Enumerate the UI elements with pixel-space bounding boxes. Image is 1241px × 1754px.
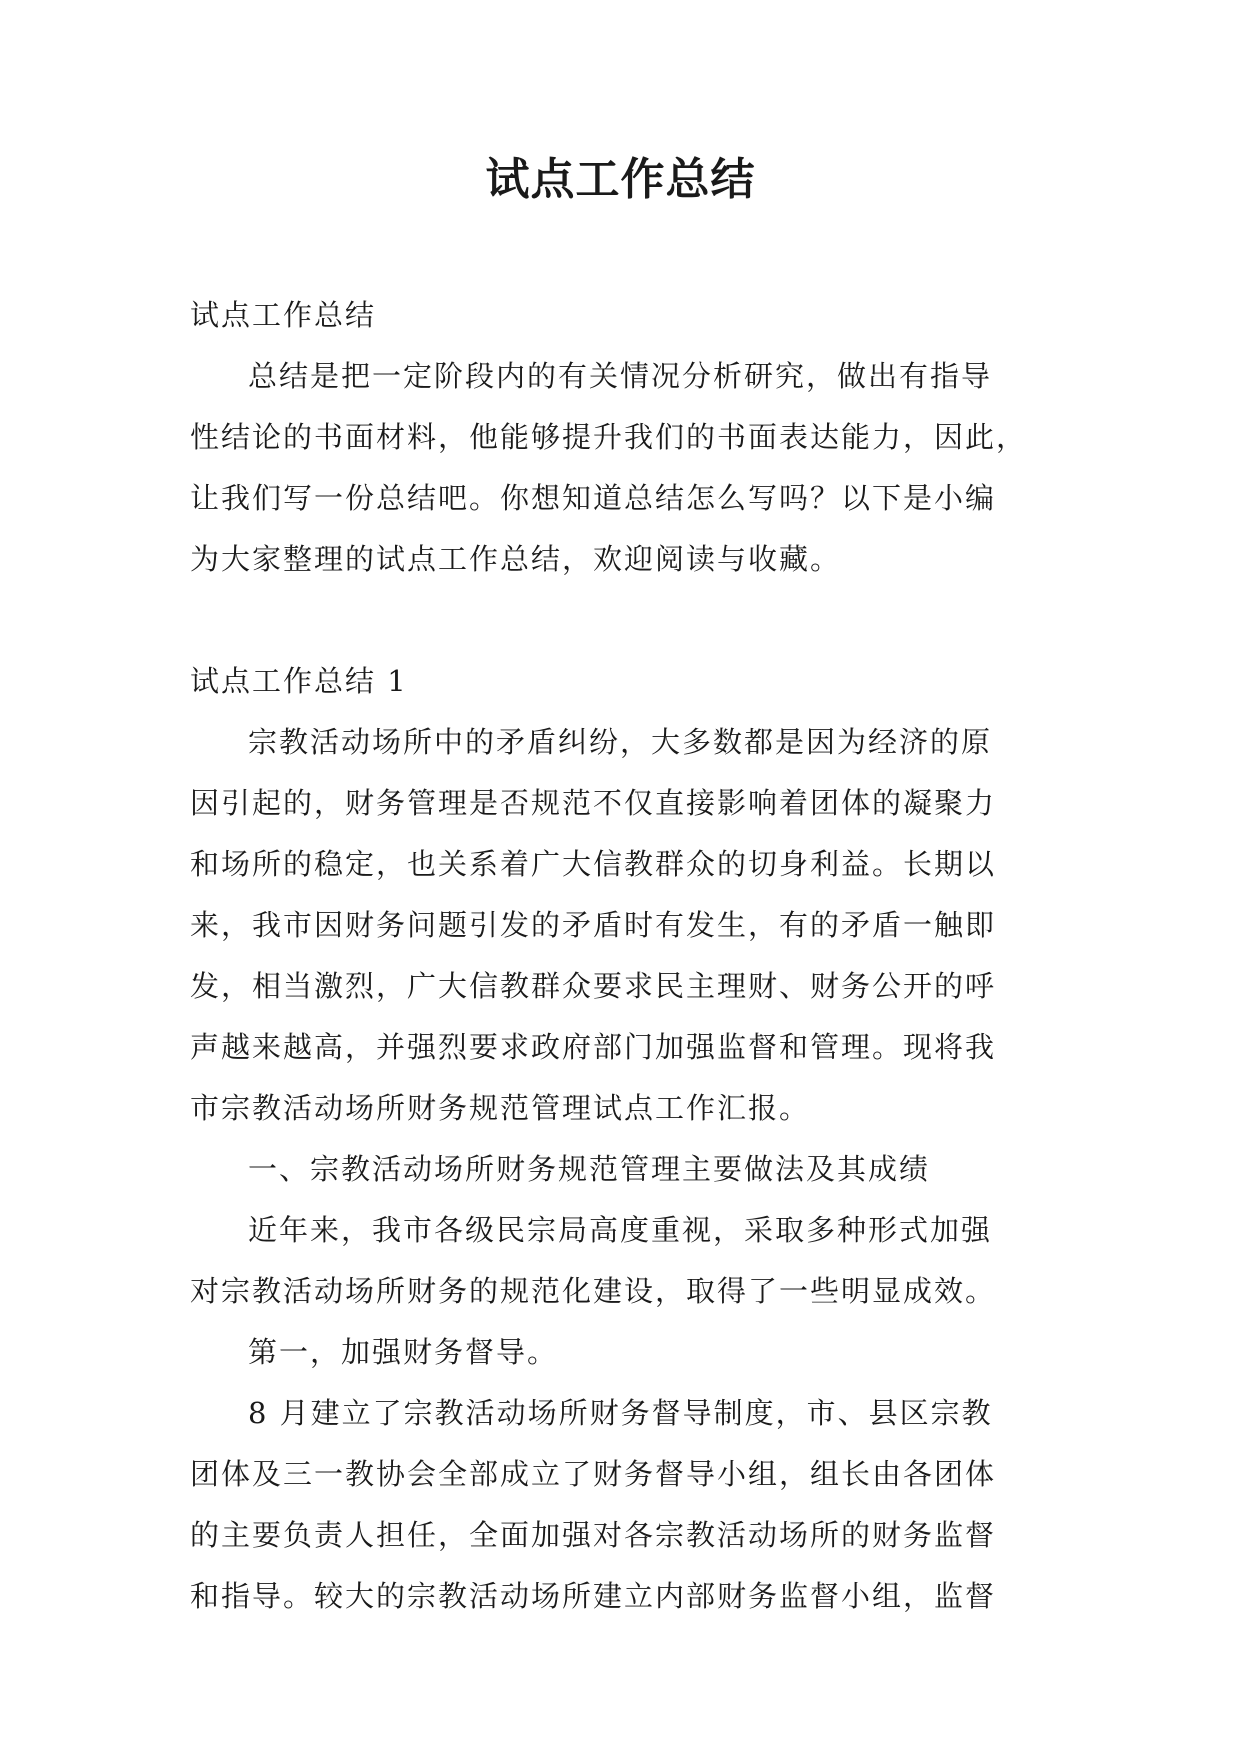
point-heading: 第一，加强财务督导。: [248, 1335, 559, 1369]
paragraph-spacer: [190, 590, 1052, 651]
intro-line: 性结论的书面材料，他能够提升我们的书面表达能力，因此，: [190, 420, 1028, 454]
paragraph-line: 市宗教活动场所财务规范管理试点工作汇报。: [190, 1091, 811, 1125]
document-title: 试点工作总结: [485, 154, 756, 205]
section-heading: 试点工作总结 1: [190, 664, 408, 698]
paragraph-line: 和指导。较大的宗教活动场所建立内部财务监督小组，监督: [190, 1579, 997, 1613]
paragraph-line: 近年来，我市各级民宗局高度重视，采取多种形式加强: [248, 1213, 993, 1247]
section-paragraph: [190, 1200, 1052, 1322]
document-body: [190, 285, 1052, 1627]
subsection-heading: 一、宗教活动场所财务规范管理主要做法及其成绩: [248, 1152, 931, 1186]
paragraph-line: 来，我市因财务问题引发的矛盾时有发生，有的矛盾一触即: [190, 908, 997, 942]
paragraph-line: 因引起的，财务管理是否规范不仅直接影响着团体的凝聚力: [190, 786, 997, 820]
paragraph-line: 的主要负责人担任，全面加强对各宗教活动场所的财务监督: [190, 1518, 997, 1552]
paragraph-line: 宗教活动场所中的矛盾纠纷，大多数都是因为经济的原: [248, 725, 993, 759]
intro-line: 为大家整理的试点工作总结，欢迎阅读与收藏。: [190, 542, 842, 576]
subtitle: 试点工作总结: [190, 298, 377, 332]
paragraph-line: 和场所的稳定，也关系着广大信教群众的切身利益。长期以: [190, 847, 997, 881]
intro-line: 让我们写一份总结吧。你想知道总结怎么写吗？以下是小编: [190, 481, 997, 515]
paragraph-line: 声越来越高，并强烈要求政府部门加强监督和管理。现将我: [190, 1030, 997, 1064]
paragraph-line: 8 月建立了宗教活动场所财务督导制度，市、县区宗教: [248, 1396, 993, 1430]
section-paragraph: [190, 712, 1052, 1139]
point-paragraph: [190, 1383, 1052, 1627]
paragraph-line: 发，相当激烈，广大信教群众要求民主理财、财务公开的呼: [190, 969, 997, 1003]
intro-paragraph: [190, 346, 1052, 590]
paragraph-line: 团体及三一教协会全部成立了财务督导小组，组长由各团体: [190, 1457, 997, 1491]
intro-line: 总结是把一定阶段内的有关情况分析研究，做出有指导: [248, 359, 993, 393]
paragraph-line: 对宗教活动场所财务的规范化建设，取得了一些明显成效。: [190, 1274, 997, 1308]
